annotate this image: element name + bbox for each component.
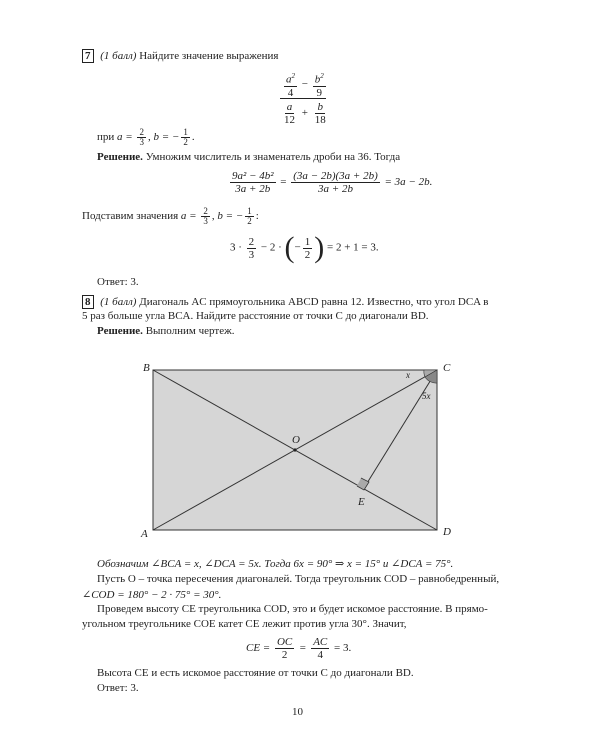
solution-8-t1: Обозначим ∠BCA = x, ∠DCA = 5x. Тогда 6x = 90° ⇒ x = 15° и ∠DCA = 75°. [97,558,454,570]
substitute-line: Подставим значения a = $\frac{2}{3}$ , b = − $\frac{1}{2}$ : [82,206,259,226]
solution-8-t3: ∠COD = 180° − 2 · 75° = 30°. [82,589,222,601]
page-number: 10 [292,706,303,718]
equation-simplify: $\frac{\text{9a² − 4b²}}{3a + 2b}$ = $\frac{(3a - 2b)(3a + 2b)}{3a + 2b}$ = 3a − 2b. [232,170,433,195]
answer-7: Ответ: 3. [97,276,139,288]
solution-8-t5: угольном треугольнике COE катет CE лежит против угла 30°. Значит, [82,618,407,630]
label-o: O [292,434,300,446]
label-c: C [443,362,451,374]
problem-points: (1 балл) [100,50,137,62]
problem-8-line1: 8 (1 балл) Диагональ AC прямоугольника ABCD равна 12. Известно, что угол DCA в [82,295,488,309]
solution-8-intro: Решение. Выполним чертеж. [97,325,235,337]
problem-text: Найдите значение выражения [139,50,279,62]
label-angle-5x: 5x [422,391,431,401]
label-a: A [141,528,148,540]
expression-numerator: $\frac{a^2}{4}$ − $\frac{b^2}{9}$ [286,72,324,99]
problem-number: 8 [82,295,94,309]
given-values: при a = $\frac{2}{3}$ , b = − $\frac{1}{2}$ . [97,127,195,147]
solution-8-t2: Пусть O – точка пересечения диагоналей. Тогда треугольник COD – равнобедренный, [97,573,500,585]
problem-8-line2: 5 раз больше угла BCA. Найдите расстояние от точки C до диагонали BD. [82,310,429,322]
label-b: B [143,362,150,374]
final-equation: CE = $\frac{OC}{2}$ = $\frac{AC}{4}$ = 3. [246,636,352,661]
label-angle-x: x [406,370,410,380]
solution-8-t6: Высота CE и есть искомое расстояние от точки C до диагонали BD. [97,667,414,679]
point-o [293,448,296,451]
calculation: 3 · $\frac{2}{3}$ − 2 · (− $\frac{1}{2}$ ) = 2 + 1 = 3. [230,231,379,264]
problem-points: (1 балл) [100,296,137,308]
label-e: E [358,496,365,508]
problem-number: 7 [82,49,94,63]
expression-denominator: $\frac{a}{12}$ + $\frac{b}{18}$ [284,101,326,126]
answer-8: Ответ: 3. [97,682,139,694]
solution-7-intro: Решение. Умножим числитель и знаменатель дроби на 36. Тогда [97,151,401,163]
solution-8-t4: Проведем высоту CE треугольника COD, это и будет искомое расстояние. В прямо- [97,603,488,615]
label-d: D [443,526,451,538]
